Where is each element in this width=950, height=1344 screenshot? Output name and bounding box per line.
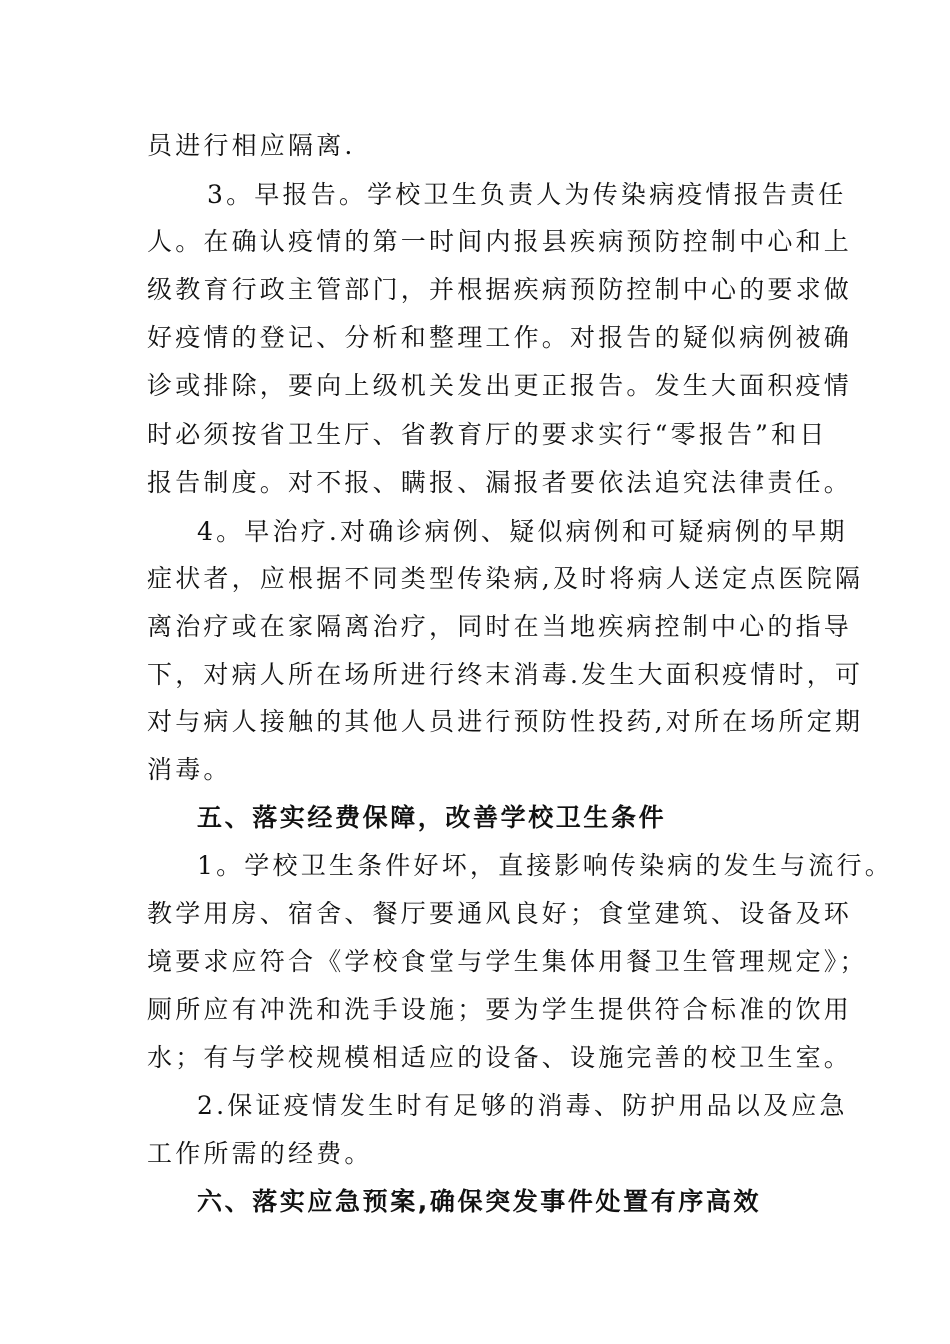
text-line: 诊或排除，要向上级机关发出更正报告。发生大面积疫情: [147, 371, 853, 400]
text-line: 报告制度。对不报、瞒报、漏报者要依法追究法律责任。: [147, 468, 853, 497]
text-line: 症状者，应根据不同类型传染病,及时将病人送定点医院隔: [147, 564, 864, 593]
text-line: 员进行相应隔离.: [147, 131, 356, 160]
text-line: 教学用房、宿舍、餐厅要通风良好；食堂建筑、设备及环: [147, 899, 853, 928]
text-line: 工作所需的经费。: [147, 1139, 373, 1168]
text-line: 厕所应有冲洗和洗手设施；要为学生提供符合标准的饮用: [147, 995, 853, 1024]
text-line: 3。早报告。学校卫生负责人为传染病疫情报告责任: [207, 180, 847, 209]
text-line: 1。学校卫生条件好坏，直接影响传染病的发生与流行。: [197, 851, 893, 880]
text-line: 2.保证疫情发生时有足够的消毒、防护用品以及应急: [197, 1091, 848, 1120]
text-line: 级教育行政主管部门，并根据疾病预防控制中心的要求做: [147, 275, 853, 304]
text-line: 人。在确认疫情的第一时间内报县疾病预防控制中心和上: [147, 227, 853, 256]
section-heading: 五、落实经费保障，改善学校卫生条件: [197, 803, 667, 832]
text-line: 好疫情的登记、分析和整理工作。对报告的疑似病例被确: [147, 323, 853, 352]
text-line: 下，对病人所在场所进行终末消毒.发生大面积疫情时，可: [147, 660, 864, 689]
text-line: 4。早治疗.对确诊病例、疑似病例和可疑病例的早期: [197, 517, 848, 546]
section-heading: 六、落实应急预案,确保突发事件处置有序高效: [197, 1187, 762, 1216]
text-line: 境要求应符合《学校食堂与学生集体用餐卫生管理规定》；: [147, 947, 868, 976]
text-line: 离治疗或在家隔离治疗，同时在当地疾病控制中心的指导: [147, 612, 853, 641]
text-line: 对与病人接触的其他人员进行预防性投药,对所在场所定期: [147, 707, 864, 736]
text-line: 水；有与学校规模相适应的设备、设施完善的校卫生室。: [147, 1043, 853, 1072]
text-line: 消毒。: [147, 755, 232, 784]
text-line: 时必须按省卫生厅、省教育厅的要求实行“零报告”和日: [147, 420, 828, 449]
